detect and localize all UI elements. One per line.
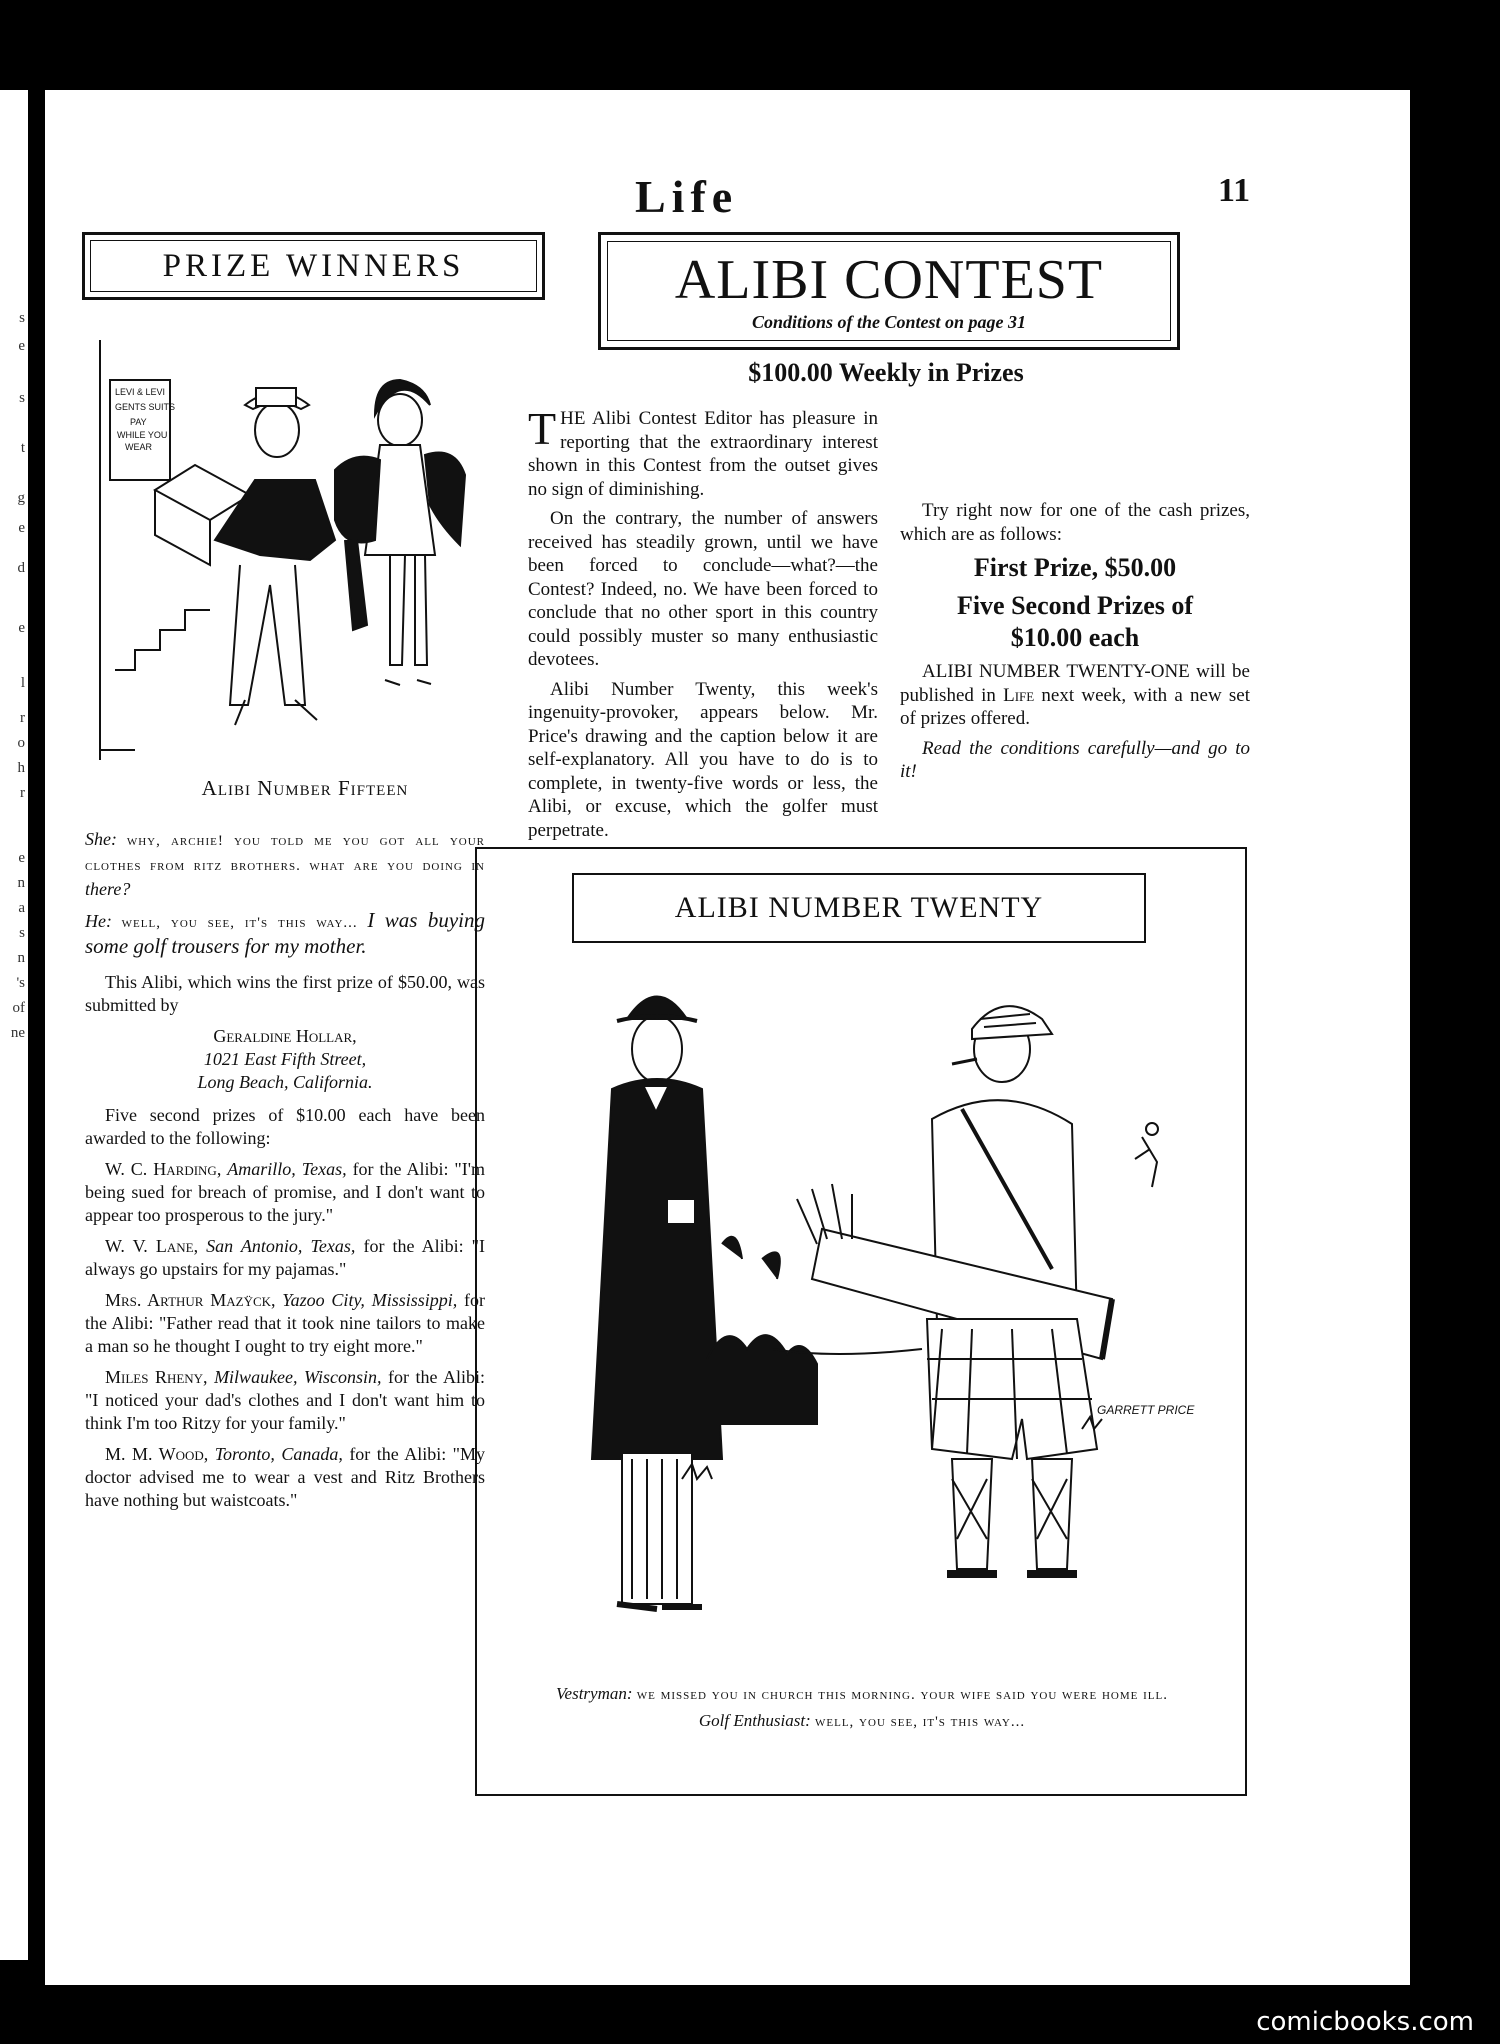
prev-page-fragment: h (17, 760, 25, 776)
second-prizes-intro: Five second prizes of $10.00 each have been awarded to the following: (85, 1105, 485, 1148)
contest-subtitle: Conditions of the Contest on page 31 (751, 312, 1027, 332)
winner-name: Geraldine Hollar, (213, 1026, 357, 1046)
winner-intro: This Alibi, which wins the first prize of $50.00, was submitted by (85, 972, 485, 1015)
first-prize: First Prize, $50.00 (973, 553, 1177, 582)
prize-winners-title: PRIZE WINNERS (90, 240, 537, 292)
prev-page-fragment: ne (10, 1025, 25, 1041)
contest-para-6: Read the conditions carefully—and go to it! (900, 737, 1250, 782)
svg-text:PAY: PAY (130, 417, 147, 427)
site-watermark: comicbooks.com (1256, 2007, 1474, 2037)
winner-entry: M. M. Wood, Toronto, Canada, for the Alibi: "My doctor advised me to wear a vest and Ritz Brothers have nothing but waistcoats." (85, 1444, 486, 1510)
prev-page-fragment: a (18, 900, 25, 916)
contest-column-1 (528, 403, 878, 848)
prev-page-fragment: d (17, 560, 25, 576)
winner-entry: Miles Rheny, Milwaukee, Wisconsin, for the Alibi: "I noticed your dad's clothes and I don't want him to think I'm too Ritzy for your family." (85, 1367, 486, 1433)
prev-page-fragment: of (12, 1000, 25, 1016)
magazine-page (45, 90, 1410, 1985)
contest-para-1: THE Alibi Contest Editor has pleasure in reporting that the extraordinary interest shown in this Contest from the outset gives no sign of diminishing. (528, 403, 878, 500)
prev-page-fragment: s (19, 390, 25, 406)
he-speaker: He: (85, 911, 112, 931)
second-prizes-line-1: Five Second Prizes of (956, 591, 1194, 620)
artist-signature: GARRETT PRICE (1097, 1403, 1195, 1417)
contest-para-3: Alibi Number Twenty, this week's ingenuity-provoker, appears below. Mr. Price's drawing and the caption below it are self-explanatory. All you have to do is to complete, in twenty-five words or less, the Alibi, or excuse, which the golfer must perpetrate. (528, 678, 878, 841)
golfer-speaker: Golf Enthusiast: (698, 1711, 811, 1730)
she-line: why, archie! you told me you got all your clothes from ritz brothers. what are you doing in (85, 833, 485, 874)
prev-page-fragment: s (19, 310, 25, 326)
he-line: well, you see, it's this way... (121, 915, 358, 931)
prev-page-fragment: r (20, 785, 25, 801)
alibi-twenty-panel (475, 847, 1247, 1796)
she-speaker: She: (85, 829, 117, 849)
weekly-prizes-line: $100.00 Weekly in Prizes (748, 358, 1024, 387)
alibi-twenty-caption (497, 1681, 1227, 1735)
prev-page-fragment: t (20, 440, 25, 456)
masthead: Life (635, 171, 739, 222)
contest-para-5: ALIBI NUMBER TWENTY-ONE will be published in Life next week, with a new set of prizes offered. (900, 661, 1250, 729)
winner-entry: W. C. Harding, Amarillo, Texas, for the Alibi: "I'm being sued for breach of promise, and I don't want to appear too prosperous to the jury." (85, 1159, 486, 1225)
svg-text:LEVI & LEVI: LEVI & LEVI (115, 387, 166, 397)
prev-page-fragment: e (18, 850, 25, 866)
winner-entry: W. V. Lane, San Antonio, Texas, for the Alibi: "I always go upstairs for my pajamas." (85, 1236, 486, 1279)
prev-page-fragment: s (19, 925, 25, 941)
prev-page-fragment: o (17, 735, 25, 751)
contest-column-2 (900, 407, 1250, 790)
vestryman-speaker: Vestryman: (556, 1684, 633, 1703)
drop-cap: T (528, 403, 557, 454)
svg-text:WEAR: WEAR (125, 442, 152, 452)
alibi-fifteen-cartoon (95, 340, 515, 760)
she-line-italic: there? (85, 879, 131, 899)
prev-page-fragment: 's (16, 975, 25, 991)
golfer-line: well, you see, it's this way... (815, 1714, 1026, 1730)
second-prizes-line-2: $10.00 each (1010, 623, 1140, 652)
prev-page-fragment: n (17, 950, 25, 966)
vestryman-line: we missed you in church this morning. your wife said you were home ill. (636, 1687, 1168, 1703)
page-number: 11 (1218, 172, 1251, 209)
alibi-fifteen-caption: Alibi Number Fifteen (201, 776, 409, 800)
prev-page-fragment: e (18, 620, 25, 636)
contest-title: ALIBI CONTEST (674, 249, 1104, 311)
alibi-twenty-title: ALIBI NUMBER TWENTY (572, 873, 1146, 943)
winner-city: Long Beach, California. (197, 1072, 373, 1092)
prev-page-fragment: e (18, 338, 25, 354)
contest-para-4: Try right now for one of the cash prizes, which are as follows: (900, 500, 1250, 545)
alibi-twenty-cartoon (522, 959, 1212, 1659)
winner-address (85, 1025, 485, 1094)
svg-text:GENTS SUITS: GENTS SUITS (115, 402, 176, 412)
prev-page-fragment: g (17, 490, 25, 506)
prev-page-fragment: l (20, 675, 25, 691)
previous-page-edge (0, 90, 28, 1960)
prev-page-fragment: r (20, 710, 25, 726)
prize-winners-header (82, 232, 545, 300)
prev-page-fragment: e (18, 520, 25, 536)
svg-text:WHILE YOU: WHILE YOU (117, 430, 168, 440)
prev-page-fragment: n (17, 875, 25, 891)
winner-street: 1021 East Fifth Street, (203, 1049, 367, 1069)
winner-entry: Mrs. Arthur Mazÿck, Yazoo City, Mississippi, for the Alibi: "Father read that it took nine tailors to make a man so he thought I ought to try eight more." (85, 1290, 486, 1356)
contest-para-2: On the contrary, the number of answers received has steadily grown, until we have been forced to conclude—what?—the Contest? Indeed, no. We have been forced to conclude that no other sport in this country could possibly muster so many enthusiastic devotees. (528, 508, 878, 670)
he-punchline: I was buying some golf trousers for my mother. (85, 908, 486, 958)
prize-winners-column (85, 828, 485, 1520)
alibi-contest-header (598, 232, 1180, 350)
